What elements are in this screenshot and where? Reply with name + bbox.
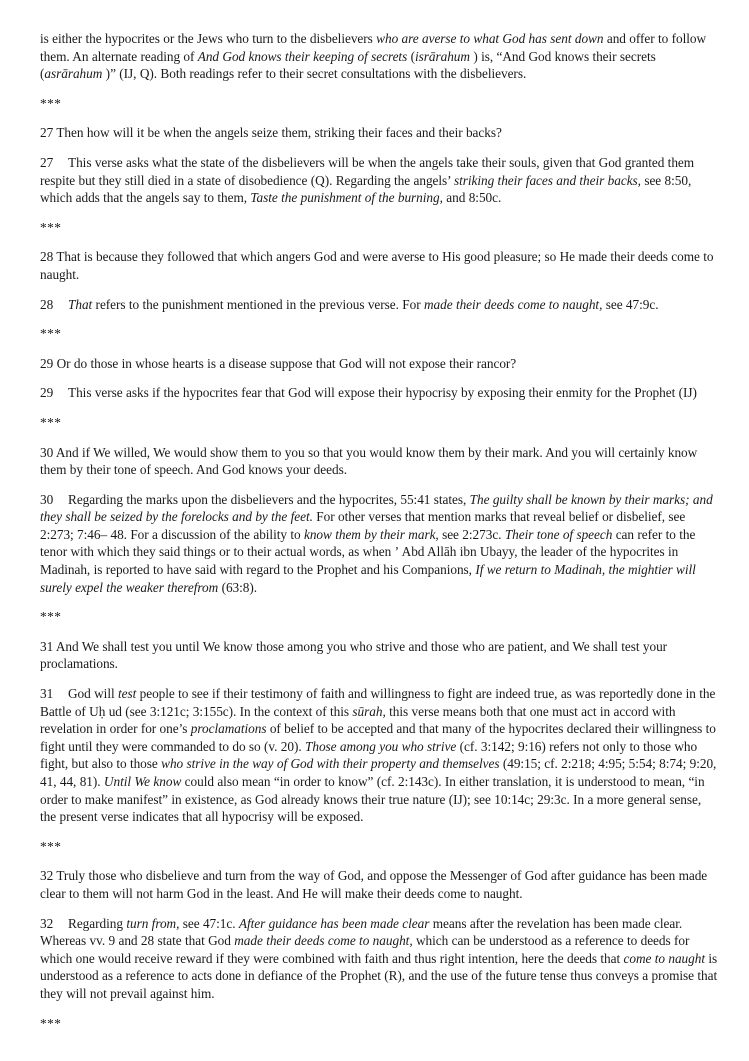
commentary-continuation-paragraph: is either the hypocrites or the Jews who turn to the disbelievers who are averse to what God has sent down and offer to follow them. An alternate reading of And God knows their keeping of secrets (isrārahum ) is, “And God knows their secrets (asrārahum )” (IJ, Q). Both readings refer to their secret consultations with the disbelievers. — [40, 31, 707, 82]
commentary-paragraph: 31 God will test people to see if their testimony of faith and willingness to fight are indeed true, as was reportedly done in the Battle of Uḥ ud (see 3:121c; 3:155c). In the context of this sūrah, this verse means both that one must act in accord with revelation in order for one’s proclamations of belief to be accepted and that many of the hypocrites declared their willingness to fight until they were commanded to do so (v. 20). Those among you who strive (cf. 3:142; 9:16) refers not only to those who fight, but also to those who strive in the way of God with their property and themselves (49:15; cf. 2:218; 4:95; 5:54; 8:74; 9:20, 41, 44, 81). Until We know could also mean “in order to know” (cf. 2:143c). In either translation, it is understood to mean, “in order to make manifest” in existence, as God already knows their true nature (IJ); see 10:14c; 29:3c. In a more general sense, the present verse indicates that all hypocrisy will be exposed. — [40, 686, 717, 825]
commentary-paragraph: 32 Regarding turn from, see 47:1c. After guidance has been made clear means after the revelation has been made clear. Whereas vv. 9 and 28 state that God made their deeds come to naught, which can be understood as a reference to deeds for which one would receive reward if they were combined with faith and thus right intention, here the deeds that come to naught is understood as a reference to acts done in defiance of the Prophet (R), and the use of the future tense thus conveys a promise that they will not prevail against him. — [40, 915, 718, 1001]
section-separator: *** — [40, 414, 62, 430]
section-separator: *** — [40, 95, 62, 111]
verse-paragraph: 27 Then how will it be when the angels seize them, striking their faces and their backs? — [40, 125, 502, 141]
commentary-paragraph: 29 This verse asks if the hypocrites fear that God will expose their hypocrisy by exposing their enmity for the Prophet (IJ) — [40, 385, 697, 401]
section-separator: *** — [40, 609, 62, 625]
section-separator: *** — [40, 838, 62, 854]
verse-paragraph: 31 And We shall test you until We know those among you who strive and those who are patient, and We shall test your proclamations. — [40, 638, 668, 672]
commentary-paragraph: 28 That refers to the punishment mentioned in the previous verse. For made their deeds come to naught, see 47:9c. — [40, 296, 659, 312]
section-separator: *** — [40, 219, 62, 235]
commentary-paragraph: 30 Regarding the marks upon the disbelievers and the hypocrites, 55:41 states, The guilty shall be known by their marks; and they shall be seized by the forelocks and by the feet. For other verses that mention marks that reveal belief or disbelief, see 2:273; 7:46– 48. For a discussion of the ability to know them by their mark, see 2:273c. Their tone of speech can refer to the tenor with which they said things or to their actual words, as when ʼ Abd Allāh ibn Ubayy, the leader of the hypocrites in Madinah, is reported to have said with regard to the Prophet and his Companions, If we return to Madinah, the mightier will surely expel the weaker therefrom (63:8). — [40, 491, 713, 595]
section-separator: *** — [40, 326, 62, 342]
verse-paragraph: 30 And if We willed, We would show them to you so that you would know them by their mark. And you will certainly know them by their tone of speech. And God knows your deeds. — [40, 444, 698, 478]
section-separator: *** — [40, 1015, 62, 1031]
verse-paragraph: 28 That is because they followed that which angers God and were averse to His good pleasure; so He made their deeds come to naught. — [40, 249, 714, 282]
page-text-column — [40, 30, 720, 1044]
commentary-paragraph: 27 This verse asks what the state of the disbelievers will be when the angels take their souls, given that God granted them respite but they still died in a state of disobedience (Q). Regarding the angels’ striking their faces and their backs, see 8:50, which adds that the angels say to them, Taste the punishment of the burning, and 8:50c. — [40, 154, 695, 206]
verse-paragraph: 32 Truly those who disbelieve and turn from the way of God, and oppose the Messenger of God after guidance has been made clear to them will not harm God in the least. And He will make their deeds come to naught. — [40, 868, 708, 901]
verse-paragraph: 29 Or do those in whose hearts is a disease suppose that God will not expose their rancor? — [40, 355, 517, 371]
